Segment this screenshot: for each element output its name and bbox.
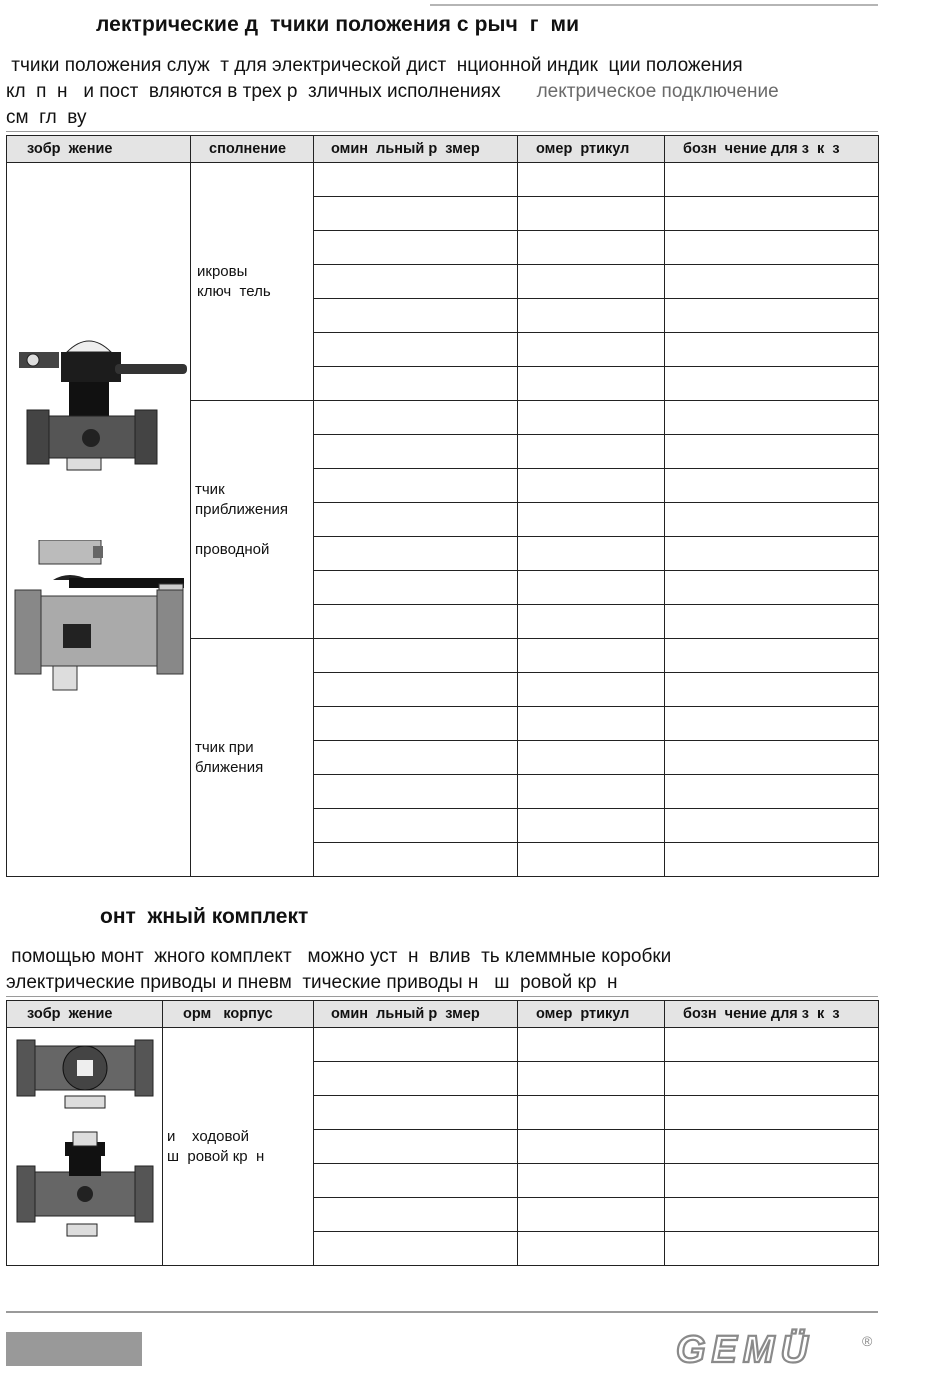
article-number-cell	[518, 605, 665, 639]
order-code-cell	[665, 639, 879, 673]
article-number-cell	[518, 673, 665, 707]
article-number-cell	[518, 537, 665, 571]
version-label-line: ш ровой кр н	[167, 1147, 265, 1165]
order-code-cell	[665, 1164, 879, 1198]
nominal-size-cell	[314, 707, 518, 741]
nominal-size-cell	[314, 673, 518, 707]
section1-intro-line2	[6, 79, 779, 105]
article-number-cell	[518, 707, 665, 741]
article-number-cell	[518, 571, 665, 605]
order-code-cell	[665, 1096, 879, 1130]
nominal-size-cell	[314, 401, 518, 435]
nominal-size-cell	[314, 1198, 518, 1232]
section1-separator	[6, 131, 878, 132]
col-header-nominal-size: омин льный р змер	[314, 1001, 518, 1028]
version-label-line: икровы	[197, 262, 248, 280]
order-code-cell	[665, 741, 879, 775]
order-code-cell	[665, 1028, 879, 1062]
product-images-cell	[7, 163, 191, 877]
version-label-line: ближения	[195, 758, 264, 776]
nominal-size-cell	[314, 537, 518, 571]
version-label-line: тчик при	[195, 738, 254, 756]
table-header-row	[7, 1001, 879, 1028]
order-code-cell	[665, 435, 879, 469]
article-number-cell	[518, 333, 665, 367]
col-header-nominal-size: омин льный р змер	[314, 136, 518, 163]
col-header-version: сполнение	[191, 136, 314, 163]
col-header-body-type: орм корпус	[163, 1001, 314, 1028]
order-code-cell	[665, 707, 879, 741]
page-number-box	[6, 1332, 142, 1366]
section2-title: онт жный комплект	[100, 905, 309, 928]
col-header-image: зобр жение	[7, 1001, 163, 1028]
article-number-cell	[518, 299, 665, 333]
order-code-cell	[665, 469, 879, 503]
nominal-size-cell	[314, 571, 518, 605]
version-label-line: ключ тель	[197, 282, 271, 300]
article-number-cell	[518, 809, 665, 843]
version-label-line: тчик	[195, 480, 225, 498]
order-code-cell	[665, 265, 879, 299]
article-number-cell	[518, 741, 665, 775]
valve-microswitch-image	[9, 330, 189, 500]
order-code-cell	[665, 1130, 879, 1164]
section1-intro-line1: тчики положения служ т для электрической дист нционной индик ции положения	[6, 55, 743, 76]
order-code-cell	[665, 1062, 879, 1096]
body-type-cell	[163, 1028, 314, 1266]
article-number-cell	[518, 1028, 665, 1062]
article-number-cell	[518, 775, 665, 809]
article-number-cell	[518, 1164, 665, 1198]
article-number-cell	[518, 231, 665, 265]
valve-mounting-kit-image	[15, 1032, 155, 1262]
version-cell	[191, 163, 314, 401]
nominal-size-cell	[314, 1232, 518, 1266]
section2-intro-line2: электрические приводы и пневм тические приводы н ш ровой кр н	[6, 972, 618, 993]
top-rule	[430, 4, 878, 6]
nominal-size-cell	[314, 1028, 518, 1062]
article-number-cell	[518, 401, 665, 435]
nominal-size-cell	[314, 843, 518, 877]
order-code-cell	[665, 843, 879, 877]
nominal-size-cell	[314, 1096, 518, 1130]
table-row	[7, 1028, 879, 1062]
nominal-size-cell	[314, 367, 518, 401]
col-header-article-number: омер ртикул	[518, 136, 665, 163]
order-code-cell	[665, 673, 879, 707]
col-header-image: зобр жение	[7, 136, 191, 163]
nominal-size-cell	[314, 299, 518, 333]
nominal-size-cell	[314, 639, 518, 673]
nominal-size-cell	[314, 809, 518, 843]
section1-intro-line3: см гл ву	[6, 107, 87, 128]
order-code-cell	[665, 537, 879, 571]
article-number-cell	[518, 1130, 665, 1164]
nominal-size-cell	[314, 1062, 518, 1096]
version-label-line: приближения	[195, 500, 289, 518]
article-number-cell	[518, 1232, 665, 1266]
version-label-line: проводной	[195, 540, 270, 558]
mounting-kit-table	[6, 1000, 879, 1266]
gemu-logo	[672, 1328, 882, 1375]
col-header-order-code: бозн чение для з к з	[665, 1001, 879, 1028]
nominal-size-cell	[314, 265, 518, 299]
nominal-size-cell	[314, 503, 518, 537]
nominal-size-cell	[314, 741, 518, 775]
nominal-size-cell	[314, 775, 518, 809]
nominal-size-cell	[314, 1130, 518, 1164]
nominal-size-cell	[314, 231, 518, 265]
order-code-cell	[665, 503, 879, 537]
order-code-cell	[665, 775, 879, 809]
section2-intro-line1: помощью монт жного комплект можно уст н влив ть клеммные коробки	[6, 946, 672, 967]
nominal-size-cell	[314, 435, 518, 469]
section1-title: лектрические д тчики положения с рыч г ми	[96, 13, 580, 36]
version-label-line: и ходовой	[167, 1127, 250, 1145]
logo-text: GEMÜ	[676, 1329, 814, 1370]
article-number-cell	[518, 197, 665, 231]
order-code-cell	[665, 299, 879, 333]
order-code-cell	[665, 1198, 879, 1232]
version-cell	[191, 639, 314, 877]
valve-proximity-image	[9, 540, 189, 710]
order-code-cell	[665, 231, 879, 265]
col-header-article-number: омер ртикул	[518, 1001, 665, 1028]
nominal-size-cell	[314, 1164, 518, 1198]
table-row	[7, 163, 879, 197]
nominal-size-cell	[314, 197, 518, 231]
article-number-cell	[518, 1198, 665, 1232]
order-code-cell	[665, 333, 879, 367]
order-code-cell	[665, 1232, 879, 1266]
article-number-cell	[518, 265, 665, 299]
order-code-cell	[665, 401, 879, 435]
order-code-cell	[665, 571, 879, 605]
footer-rule	[6, 1311, 878, 1313]
article-number-cell	[518, 1096, 665, 1130]
article-number-cell	[518, 367, 665, 401]
article-number-cell	[518, 639, 665, 673]
product-images-cell	[7, 1028, 163, 1266]
order-code-cell	[665, 197, 879, 231]
order-code-cell	[665, 367, 879, 401]
registered-mark: ®	[862, 1333, 873, 1349]
order-code-cell	[665, 605, 879, 639]
article-number-cell	[518, 163, 665, 197]
section1-intro-line2-a: кл п н и пост вляются в трех р зличных исполнениях	[6, 81, 501, 102]
version-cell	[191, 401, 314, 639]
order-code-cell	[665, 163, 879, 197]
positioner-table	[6, 135, 879, 877]
nominal-size-cell	[314, 163, 518, 197]
article-number-cell	[518, 503, 665, 537]
article-number-cell	[518, 469, 665, 503]
section1-intro-line2-b: лектрическое подключение	[536, 81, 779, 102]
article-number-cell	[518, 843, 665, 877]
section2-separator	[6, 996, 878, 997]
table-header-row	[7, 136, 879, 163]
order-code-cell	[665, 809, 879, 843]
nominal-size-cell	[314, 469, 518, 503]
col-header-order-code: бозн чение для з к з	[665, 136, 879, 163]
article-number-cell	[518, 1062, 665, 1096]
article-number-cell	[518, 435, 665, 469]
nominal-size-cell	[314, 605, 518, 639]
nominal-size-cell	[314, 333, 518, 367]
version-label-line	[195, 520, 313, 540]
